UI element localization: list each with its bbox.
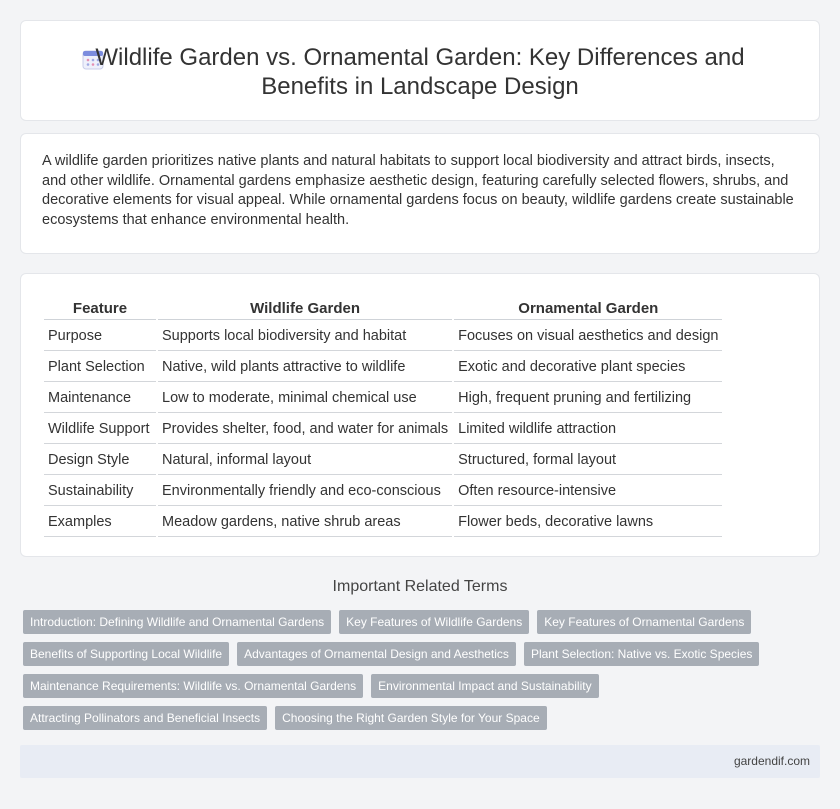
related-term-tag[interactable]: Choosing the Right Garden Style for Your Space	[275, 706, 547, 730]
related-term-tag[interactable]: Maintenance Requirements: Wildlife vs. Ornamental Gardens	[23, 674, 363, 698]
related-term-tag[interactable]: Benefits of Supporting Local Wildlife	[23, 642, 229, 666]
table-row	[44, 446, 722, 475]
table-cell: Meadow gardens, native shrub areas	[158, 508, 452, 537]
table-cell: Design Style	[44, 446, 156, 475]
intro-card	[20, 133, 820, 254]
table-cell: Low to moderate, minimal chemical use	[158, 384, 452, 413]
table-cell: Natural, informal layout	[158, 446, 452, 475]
page-title: Wildlife Garden vs. Ornamental Garden: Key Differences and Benefits in Landscape Design	[95, 44, 745, 100]
table-cell: High, frequent pruning and fertilizing	[454, 384, 722, 413]
comparison-card	[20, 273, 820, 557]
table-cell: Wildlife Support	[44, 415, 156, 444]
tag-row	[23, 674, 803, 698]
table-row	[44, 384, 722, 413]
table-cell: Sustainability	[44, 477, 156, 506]
related-term-tag[interactable]: Plant Selection: Native vs. Exotic Species	[524, 642, 759, 666]
table-cell: Limited wildlife attraction	[454, 415, 722, 444]
header-card	[20, 20, 820, 121]
table-row	[44, 415, 722, 444]
table-cell: Native, wild plants attractive to wildlife	[158, 353, 452, 382]
table-cell: Often resource-intensive	[454, 477, 722, 506]
column-header: Wildlife Garden	[158, 298, 452, 320]
related-term-tag[interactable]: Environmental Impact and Sustainability	[371, 674, 598, 698]
table-row	[44, 508, 722, 537]
table-cell: Supports local biodiversity and habitat	[158, 322, 452, 351]
related-term-tag[interactable]: Introduction: Defining Wildlife and Ornamental Gardens	[23, 610, 331, 634]
table-cell: Environmentally friendly and eco-conscious	[158, 477, 452, 506]
table-cell: Provides shelter, food, and water for animals	[158, 415, 452, 444]
table-cell: Purpose	[44, 322, 156, 351]
related-terms-title: Important Related Terms	[332, 578, 508, 595]
footer	[20, 745, 820, 778]
table-cell: Maintenance	[44, 384, 156, 413]
related-term-tag[interactable]: Key Features of Wildlife Gardens	[339, 610, 529, 634]
table-row	[44, 322, 722, 351]
table-cell: Exotic and decorative plant species	[454, 353, 722, 382]
related-term-tag[interactable]: Advantages of Ornamental Design and Aesthetics	[237, 642, 516, 666]
tag-row	[23, 610, 803, 634]
table-cell: Examples	[44, 508, 156, 537]
column-header: Feature	[44, 298, 156, 320]
table-cell: Focuses on visual aesthetics and design	[454, 322, 722, 351]
related-term-tag[interactable]: Attracting Pollinators and Beneficial Insects	[23, 706, 267, 730]
table-row	[44, 477, 722, 506]
table-cell: Plant Selection	[44, 353, 156, 382]
related-term-tag[interactable]: Key Features of Ornamental Gardens	[537, 610, 751, 634]
tag-row	[23, 642, 803, 666]
tag-row	[23, 706, 803, 730]
intro-paragraph: A wildlife garden prioritizes native plants and natural habitats to support local biodiversity and attract birds, insects, and other wildlife. Ornamental gardens emphasize aesthetic design, featuring carefully selected flowers, shrubs, and decorative elements for visual appeal. While ornamental gardens focus on beauty, wildlife gardens create sustainable ecosystems that enhance environmental health.	[42, 153, 794, 228]
table-cell: Flower beds, decorative lawns	[454, 508, 722, 537]
table-row	[44, 353, 722, 382]
footer-site-link[interactable]: gardendif.com	[733, 754, 810, 768]
table-header-row	[44, 298, 722, 320]
column-header: Ornamental Garden	[454, 298, 722, 320]
comparison-table	[42, 296, 724, 539]
table-cell: Structured, formal layout	[454, 446, 722, 475]
related-terms-list	[23, 610, 803, 738]
